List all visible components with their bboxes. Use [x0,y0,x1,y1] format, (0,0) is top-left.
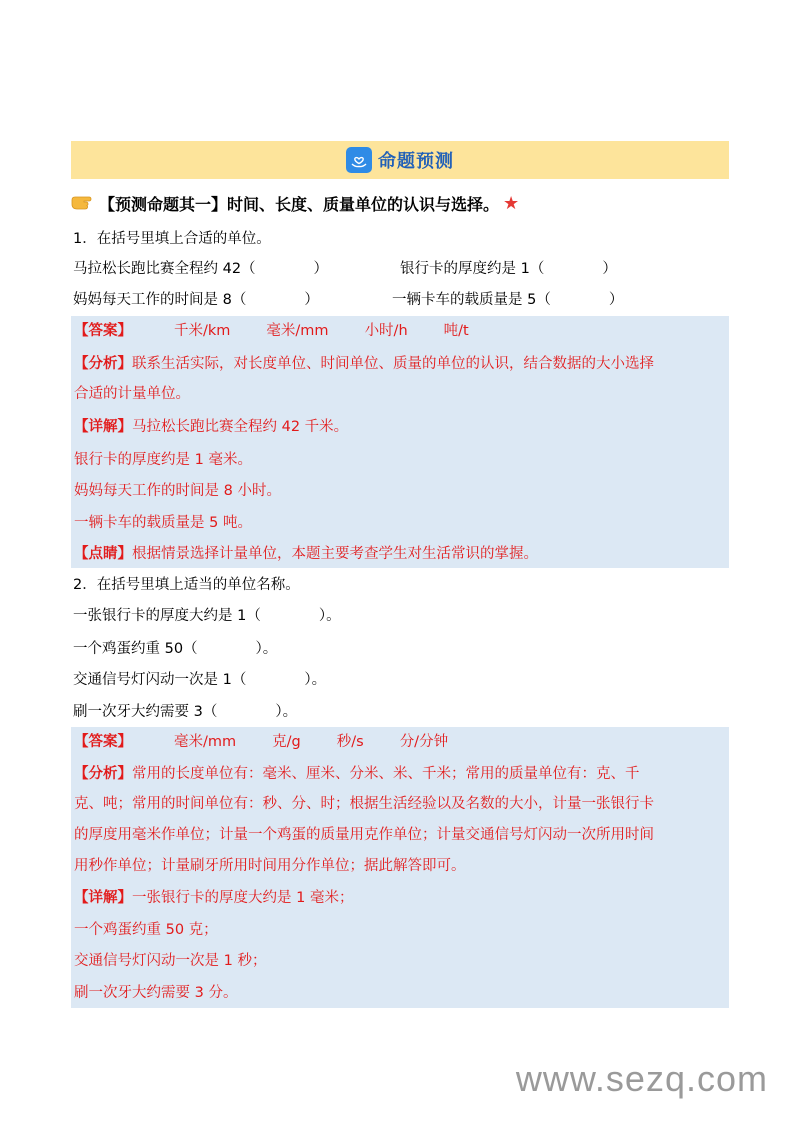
answer-unit: 克/g [272,734,301,750]
answer-unit: 小时/h [364,323,408,339]
answer-unit: 秒/s [336,734,364,750]
answer-row-2 [74,732,448,752]
question-2-item-4: 刷一次牙大约需要 3（ ）。 [73,704,298,720]
detail-label: 【详解】 [74,419,132,435]
analysis-line: 【分析】联系生活实际，对长度单位、时间单位、质量的单位的认识，结合数据的大小选择 [74,356,654,372]
page-title: 命题预测 [378,151,454,172]
detail-line: 妈妈每天工作的时间是 8 小时。 [74,483,281,499]
detail-line: 刷一次牙大约需要 3 分。 [74,985,238,1001]
analysis-line: 合适的计量单位。 [74,386,190,402]
analysis-line: 克、吨；常用的时间单位有：秒、分、时；根据生活经验以及名数的大小，计量一张银行卡 [74,796,654,812]
question-1-item-3: 妈妈每天工作的时间是 8（ ） [73,292,319,308]
topic-heading [71,190,731,216]
site-watermark: www.sezq.com [515,1058,768,1099]
topic-heading-text: 【预测命题其一】时间、长度、质量单位的认识与选择。 [99,194,500,214]
analysis-line: 【分析】常用的长度单位有：毫米、厘米、分米、米、千米；常用的质量单位有：克、千 [74,766,640,782]
question-2-item-2: 一个鸡蛋约重 50（ ）。 [73,641,278,657]
answer-box-2 [71,727,729,1008]
detail-line: 一辆卡车的载质量是 5 吨。 [74,515,252,531]
point-line: 【点睛】根据情景选择计量单位，本题主要考查学生对生活常识的掌握。 [74,546,538,562]
question-1-item-4: 一辆卡车的载质量是 5（ ） [392,292,624,308]
analysis-label: 【分析】 [74,356,132,372]
heart-hand-icon [346,147,372,173]
question-2-item-1: 一张银行卡的厚度大约是 1（ ）。 [73,608,341,624]
question-2-title: 2．在括号里填上适当的单位名称。 [73,577,300,593]
analysis-line: 的厚度用毫米作单位；计量一个鸡蛋的质量用克作单位；计量交通信号灯闪动一次所用时间 [74,827,654,843]
section-banner [71,141,729,179]
answer-unit: 千米/km [174,323,231,339]
detail-line: 【详解】一张银行卡的厚度大约是 1 毫米； [74,890,354,906]
pointing-hand-icon [71,193,97,214]
detail-line: 【详解】马拉松长跑比赛全程约 42 千米。 [74,419,349,435]
analysis-line: 用秒作单位；计量刷牙所用时间用分作单位；据此解答即可。 [74,858,466,874]
point-label: 【点睛】 [74,546,132,562]
analysis-label: 【分析】 [74,766,132,782]
answer-unit: 分/分钟 [399,734,449,750]
question-1-item-2: 银行卡的厚度约是 1（ ） [400,261,617,277]
question-1-item-1: 马拉松长跑比赛全程约 42（ ） [73,261,329,277]
answer-unit: 毫米/mm [266,323,329,339]
star-icon: ★ [503,192,520,214]
detail-line: 银行卡的厚度约是 1 毫米。 [74,452,252,468]
detail-line: 交通信号灯闪动一次是 1 秒； [74,953,267,969]
answer-label: 【答案】 [74,734,132,750]
answer-box-1 [71,316,729,568]
answer-row-1 [74,321,469,341]
question-2-item-3: 交通信号灯闪动一次是 1（ ）。 [73,672,327,688]
answer-label: 【答案】 [74,323,132,339]
question-1-title: 1．在括号里填上合适的单位。 [73,231,271,247]
answer-unit: 吨/t [443,323,469,339]
detail-label: 【详解】 [74,890,132,906]
detail-line: 一个鸡蛋约重 50 克； [74,922,218,938]
answer-unit: 毫米/mm [174,734,237,750]
